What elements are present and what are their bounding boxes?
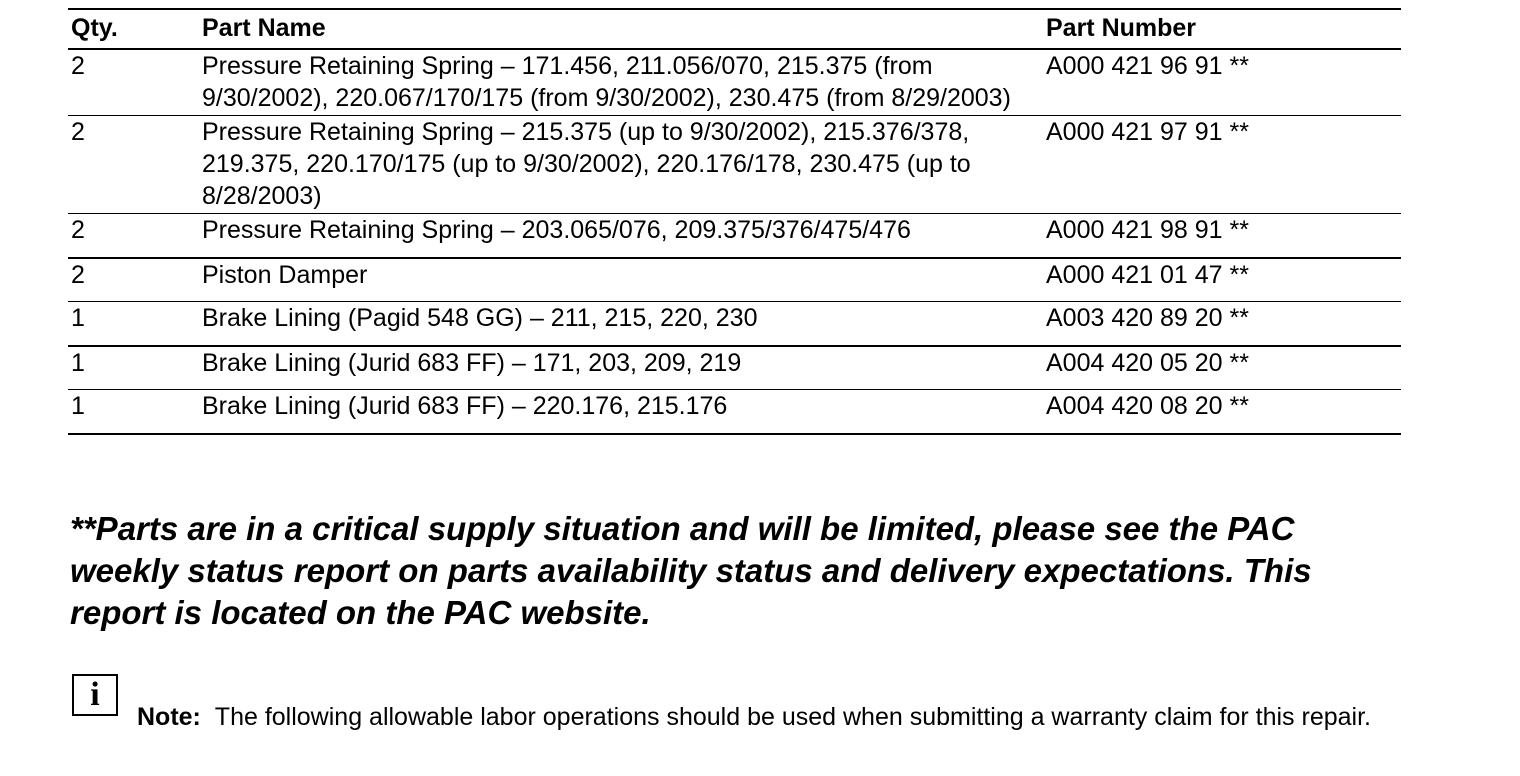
table-row: [68, 258, 1401, 302]
cell-qty: 2: [68, 258, 199, 302]
cell-part-name: Piston Damper: [199, 258, 1043, 302]
cell-part-name: Pressure Retaining Spring – 215.375 (up to 9/30/2002), 215.376/378, 219.375, 220.170/175 (up to 9/30/2002), 220.176/178, 230.475 (up to 8/28/2003): [199, 116, 1043, 214]
cell-qty: 2: [68, 214, 199, 258]
cell-part-name: Pressure Retaining Spring – 171.456, 211.056/070, 215.375 (from 9/30/2002), 220.067/170/175 (from 9/30/2002), 230.475 (from 8/29/2003): [199, 49, 1043, 116]
table-row: [68, 214, 1401, 258]
cell-part-name: Brake Lining (Jurid 683 FF) – 171, 203, 209, 219: [199, 346, 1043, 390]
cell-part-name: Brake Lining (Pagid 548 GG) – 211, 215, 220, 230: [199, 302, 1043, 346]
cell-part-name: Brake Lining (Jurid 683 FF) – 220.176, 215.176: [199, 390, 1043, 434]
header-qty: Qty.: [68, 9, 199, 49]
cell-qty: 1: [68, 302, 199, 346]
table-row: [68, 116, 1401, 214]
table-row: [68, 346, 1401, 390]
cell-part-name: Pressure Retaining Spring – 203.065/076, 209.375/376/475/476: [199, 214, 1043, 258]
table-header-row: [68, 9, 1401, 49]
cell-part-number: A000 421 96 91 **: [1043, 49, 1401, 116]
note-paragraph: [70, 700, 1450, 734]
note-label: Note:: [137, 703, 201, 731]
cell-part-number: A000 421 97 91 **: [1043, 116, 1401, 214]
cell-part-number: A003 420 89 20 **: [1043, 302, 1401, 346]
note-text: The following allowable labor operations should be used when submitting a warranty claim for this repair.: [214, 703, 1371, 731]
cell-qty: 1: [68, 390, 199, 434]
info-icon: i: [72, 674, 118, 716]
table-row: [68, 49, 1401, 116]
header-part-number: Part Number: [1043, 9, 1401, 49]
parts-table: [68, 8, 1401, 435]
table-row: [68, 390, 1401, 434]
cell-part-number: A000 421 98 91 **: [1043, 214, 1401, 258]
cell-qty: 2: [68, 49, 199, 116]
cell-qty: 2: [68, 116, 199, 214]
cell-qty: 1: [68, 346, 199, 390]
cell-part-number: A000 421 01 47 **: [1043, 258, 1401, 302]
critical-supply-warning: **Parts are in a critical supply situation and will be limited, please see the PAC weekly status report on parts availability status and delivery expectations. This report is located on the PAC website.: [70, 510, 1312, 631]
cell-part-number: A004 420 05 20 **: [1043, 346, 1401, 390]
cell-part-number: A004 420 08 20 **: [1043, 390, 1401, 434]
table-row: [68, 302, 1401, 346]
header-part-name: Part Name: [199, 9, 1043, 49]
